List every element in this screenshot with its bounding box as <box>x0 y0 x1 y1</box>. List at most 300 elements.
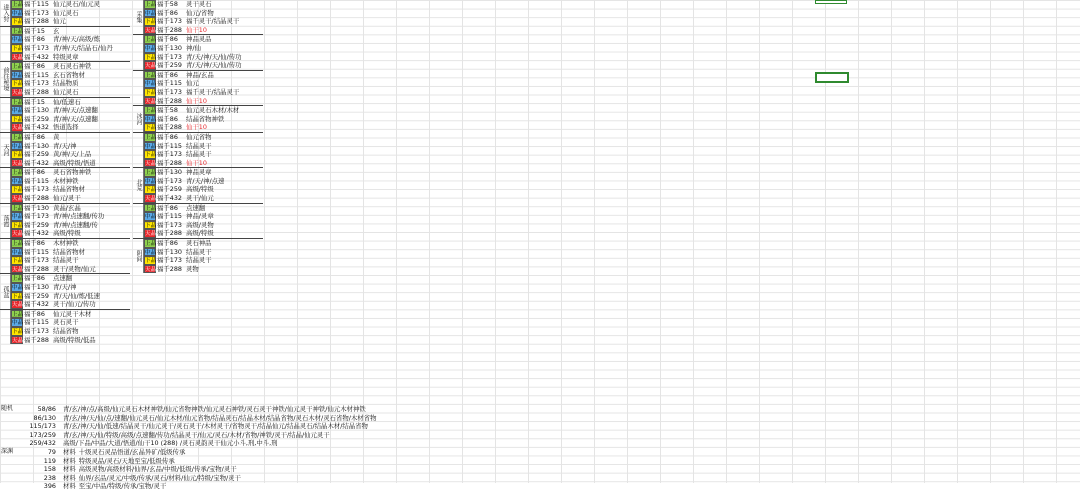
active-cell-marker[interactable] <box>815 0 847 4</box>
item-cell: 青/天/神 <box>53 283 77 291</box>
table-row <box>0 98 130 107</box>
table-row <box>0 327 130 336</box>
summary-row <box>0 457 1080 466</box>
cost-cell: 福千173 <box>24 185 49 194</box>
tier-cell: 上品 <box>12 64 24 71</box>
cost-cell: 福千173 <box>157 150 182 159</box>
summary-text: 十级灵石灵品悟道/玄晶异矿/低级传承 <box>78 447 186 456</box>
table-row <box>133 44 263 53</box>
cost-cell: 福千86 <box>24 239 45 248</box>
cost-cell: 福千115 <box>24 318 49 327</box>
cost-cell: 福千86 <box>24 309 45 318</box>
item-cell: 仙干10 <box>186 123 207 132</box>
table-row <box>0 27 130 36</box>
cost-cell: 福千288 <box>24 264 49 273</box>
cost-cell: 福千432 <box>24 52 49 61</box>
table-row <box>0 265 130 274</box>
tier-cell: 天品 <box>145 27 157 34</box>
tier-cell: 上品 <box>12 241 24 248</box>
table-row <box>0 300 130 309</box>
cost-cell: 福千86 <box>157 70 178 79</box>
location-block <box>0 61 130 96</box>
cost-cell: 福千130 <box>24 283 49 291</box>
table-row <box>133 9 263 18</box>
tier-cell: 中品 <box>12 320 24 327</box>
tier-cell: 上品 <box>145 108 157 115</box>
tier-cell: 天品 <box>12 231 24 238</box>
tier-cell: 中品 <box>145 178 157 185</box>
tier-cell: 下品 <box>145 54 157 61</box>
summary-text: 青/玄/神/天/仙/特级/高级/点速翻/传功/结晶灵干/仙元/灵石/木材/省物/神铁/灵干/结晶/仙元灵干 <box>63 430 330 439</box>
tier-cell: 天品 <box>12 54 24 61</box>
table-row <box>0 318 130 327</box>
cost-cell: 福千86 <box>157 239 178 248</box>
summary-text: 青/玄/神/点/高级/仙元灵石木材神铁/仙元省物神铁/仙元灵石神铁/灵石灵干神铁/仙元灵干神铁/仙元木材神铁 <box>63 405 366 413</box>
item-cell: 灵干灵石 <box>186 0 212 8</box>
cost-cell: 福千86 <box>24 62 45 71</box>
location-name: 落霞 <box>0 204 11 238</box>
tier-cell: 中品 <box>12 10 24 17</box>
table-row <box>0 79 130 88</box>
tier-cell: 上品 <box>145 72 157 79</box>
tier-cell: 天品 <box>12 196 24 203</box>
table-row <box>133 79 263 88</box>
table-row <box>133 88 263 97</box>
summary-cost: 119 <box>43 456 56 465</box>
item-cell: 青/神/点速翻/传功 <box>53 212 105 221</box>
table-row <box>0 133 130 142</box>
table-row <box>0 115 130 124</box>
cost-cell: 福千15 <box>24 97 45 106</box>
table-row <box>133 106 263 115</box>
item-cell: 黄/神/天/上品 <box>53 150 92 159</box>
cost-cell: 福千432 <box>24 123 49 132</box>
location-block <box>133 203 263 238</box>
cost-cell: 福千173 <box>157 176 182 185</box>
tier-cell: 天品 <box>12 266 24 273</box>
cost-cell: 福千173 <box>157 220 182 229</box>
item-cell: 结晶省物 <box>53 326 79 335</box>
item-cell: 仙元灵石 <box>53 8 79 17</box>
item-cell: 仙元 <box>186 79 199 88</box>
item-cell: 仙元/灵干 <box>53 194 81 203</box>
tier-cell: 中品 <box>12 178 24 185</box>
tier-cell: 中品 <box>12 285 24 291</box>
tier-cell: 下品 <box>12 81 24 88</box>
cost-cell: 福千288 <box>157 96 182 105</box>
summary-cost: 79 <box>47 447 56 456</box>
cost-cell: 福千259 <box>157 61 182 70</box>
summary-text: 特级灵品/灵石/天地至宝/低级传承 <box>78 456 175 465</box>
item-cell: 木材神铁 <box>53 176 79 185</box>
summary-row <box>0 482 1080 491</box>
table-row <box>133 256 263 265</box>
column-0 <box>0 0 130 344</box>
cost-cell: 福千58 <box>157 106 178 115</box>
item-cell: 玄石省物材 <box>53 70 85 79</box>
cost-cell: 福千86 <box>157 132 178 141</box>
table-row <box>0 44 130 53</box>
tier-cell: 上品 <box>12 134 24 141</box>
cost-cell: 福千432 <box>24 300 49 309</box>
summary-cost: 259/432 <box>29 439 56 448</box>
item-cell: 福千灵干/结晶灵干 <box>186 87 240 96</box>
item-cell: 仙干10 <box>186 158 207 167</box>
tier-cell: 天品 <box>145 231 157 238</box>
cost-cell: 福千173 <box>157 256 182 265</box>
tier-cell: 下品 <box>145 222 157 229</box>
table-row <box>133 26 263 35</box>
tier-cell: 中品 <box>12 214 24 221</box>
tier-cell: 上品 <box>12 99 24 106</box>
cost-cell: 福千86 <box>24 132 45 141</box>
cost-cell: 福千288 <box>24 194 49 203</box>
cost-cell: 福千86 <box>157 114 178 123</box>
cost-cell: 福千86 <box>157 203 178 212</box>
item-cell: 神品/灵章 <box>186 212 214 221</box>
table-row <box>0 9 130 18</box>
table-row <box>133 142 263 151</box>
location-name <box>133 133 144 167</box>
summary-text: 至宝/中品/特级/传承/宝物/灵干 <box>78 482 167 491</box>
table-row <box>133 265 263 274</box>
item-cell: 青/天/仙/炼/低速 <box>53 291 100 300</box>
tier-cell: 上品 <box>145 134 157 141</box>
tier-cell: 中品 <box>12 72 24 79</box>
item-cell: 灵石省物神铁 <box>53 168 92 177</box>
cost-cell: 福千288 <box>157 229 182 238</box>
random-section <box>0 405 1080 448</box>
location-block <box>0 273 130 308</box>
tier-cell: 下品 <box>12 45 24 52</box>
cost-cell: 福千115 <box>24 176 49 185</box>
table-row <box>133 35 263 44</box>
table-row <box>133 168 263 177</box>
item-cell: 仙元灵干木材 <box>53 309 92 318</box>
item-cell: 木材神铁 <box>53 239 79 248</box>
table-row <box>133 53 263 62</box>
cost-cell: 福千288 <box>24 17 49 26</box>
table-row <box>0 53 130 62</box>
location-block <box>0 97 130 132</box>
tier-cell: 天品 <box>145 160 157 167</box>
tier-cell: 中品 <box>145 214 157 221</box>
table-row <box>133 0 263 9</box>
tier-cell: 天品 <box>12 302 24 309</box>
table-row <box>0 159 130 168</box>
summary-cost: 58/86 <box>37 405 56 413</box>
cost-cell: 福千288 <box>157 123 182 132</box>
item-cell: 神品/玄品 <box>186 70 214 79</box>
location-name <box>0 168 11 202</box>
item-cell: 悟道选择 <box>53 123 79 132</box>
tier-cell: 上品 <box>145 170 157 177</box>
location-block <box>0 0 130 26</box>
cost-cell: 福千115 <box>24 70 49 79</box>
tier-cell: 天品 <box>145 196 157 203</box>
location-name: 前往秘境 <box>0 62 11 96</box>
tier-cell: 上品 <box>12 28 24 35</box>
table-row <box>0 274 130 283</box>
table-row <box>133 185 263 194</box>
table-row <box>0 310 130 319</box>
cost-cell: 福千288 <box>157 264 182 273</box>
cost-cell: 福千173 <box>157 87 182 96</box>
item-cell: 高级/特级 <box>186 185 214 194</box>
item-cell: 灵石神品 <box>186 239 212 248</box>
cost-cell: 福千173 <box>157 52 182 61</box>
summary-cost: 238 <box>43 473 56 482</box>
item-cell: 仙干10 <box>186 25 207 34</box>
tier-cell: 下品 <box>145 125 157 132</box>
table-row <box>133 177 263 186</box>
item-cell: 高级/灵物 <box>186 220 214 229</box>
table-row <box>0 177 130 186</box>
summary-row <box>0 465 1080 474</box>
summary-text: 高级/下品/中品/大道/悟道/仙干10 (288) /灵石灵韵灵干仙元小斗,刑,中斗,刑 <box>63 439 278 448</box>
table-row <box>133 212 263 221</box>
tier-cell: 上品 <box>12 170 24 177</box>
table-row <box>0 239 130 248</box>
summary-text: 材料 <box>63 456 76 465</box>
summary-text: 材料 <box>63 473 76 482</box>
location-name <box>0 310 11 344</box>
cost-cell: 福千288 <box>157 158 182 167</box>
item-cell: 神/仙 <box>186 43 201 52</box>
selected-cell[interactable] <box>815 72 849 83</box>
table-row <box>133 133 263 142</box>
item-cell: 仙元灵石木材/木材 <box>186 106 240 115</box>
item-cell: 点速翻 <box>53 274 73 283</box>
table-row <box>0 150 130 159</box>
cost-cell: 福千86 <box>24 35 45 44</box>
location-block <box>133 238 263 273</box>
item-cell: 灵石灵干 <box>53 318 79 327</box>
item-cell: 青/天/神/点速 <box>186 176 225 185</box>
summary-row <box>0 448 1080 457</box>
item-cell: 灵干/仙元 <box>186 194 214 203</box>
cost-cell: 福千173 <box>24 256 49 265</box>
cost-cell: 福千259 <box>24 150 49 159</box>
summary-row <box>0 405 1080 414</box>
location-name <box>0 27 11 61</box>
cost-cell: 福千173 <box>157 17 182 26</box>
item-cell: 结晶物质 <box>53 79 79 88</box>
cost-cell: 福千259 <box>24 220 49 229</box>
tier-cell: 天品 <box>12 125 24 132</box>
tier-cell: 中品 <box>12 108 24 115</box>
item-cell: 青/神/点速翻/传 <box>53 220 98 229</box>
item-cell: 结晶灵干 <box>53 256 79 265</box>
item-cell: 仙干10 <box>186 96 207 105</box>
location-name: 阴间 <box>133 239 144 273</box>
cost-cell: 福千115 <box>157 141 182 150</box>
location-block <box>0 309 130 344</box>
cost-cell: 福千173 <box>24 8 49 17</box>
cost-cell: 福千130 <box>24 106 49 115</box>
summary-cost: 86/130 <box>33 413 56 422</box>
item-cell: 神品灵品 <box>186 35 212 44</box>
table-row <box>133 17 263 26</box>
cost-cell: 福千259 <box>24 114 49 123</box>
item-cell: 结晶省物材 <box>53 247 85 256</box>
table-row <box>133 204 263 213</box>
summary-text: 材料 <box>63 447 76 456</box>
tier-cell: 上品 <box>12 2 24 8</box>
tier-cell: 中品 <box>145 249 157 256</box>
cost-cell: 福千130 <box>24 203 49 212</box>
table-row <box>0 336 130 345</box>
item-cell: 仙元省物 <box>186 132 212 141</box>
cost-cell: 福千432 <box>157 194 182 203</box>
item-cell: 特级灵章 <box>53 52 79 61</box>
table-row <box>0 35 130 44</box>
cost-cell: 福千86 <box>24 168 45 177</box>
section-label: 随机 <box>1 405 14 412</box>
location-name: 天河 <box>0 133 11 167</box>
summary-row <box>0 422 1080 431</box>
item-cell: 神品灵章 <box>186 168 212 177</box>
table-row <box>133 123 263 132</box>
tier-cell: 下品 <box>12 328 24 335</box>
table-row <box>0 185 130 194</box>
cost-cell: 福千259 <box>24 291 49 300</box>
item-cell: 结晶灵干 <box>186 150 212 159</box>
item-cell: 仙元灵石/仙元灵 <box>53 0 100 8</box>
table-row <box>133 159 263 168</box>
item-cell: 结晶省物材 <box>53 185 85 194</box>
item-cell: 仙元/省物 <box>186 8 214 17</box>
cost-cell: 福千115 <box>24 0 49 8</box>
cost-cell: 福千288 <box>24 87 49 96</box>
cost-cell: 福千432 <box>24 158 49 167</box>
tier-cell: 上品 <box>145 241 157 248</box>
tier-cell: 天品 <box>12 337 24 344</box>
location-block <box>0 26 130 61</box>
tier-cell: 中品 <box>145 10 157 17</box>
tier-cell: 中品 <box>12 37 24 44</box>
tier-cell: 中品 <box>145 45 157 52</box>
tier-cell: 上品 <box>12 276 24 283</box>
summary-text: 仙界/玄品/灵元/中级/传承/灵石/材料/仙元/特级/宝物/灵干 <box>78 473 241 482</box>
tier-cell: 天品 <box>145 98 157 105</box>
tier-cell: 中品 <box>12 143 24 150</box>
cost-cell: 福千173 <box>24 326 49 335</box>
tier-cell: 下品 <box>12 258 24 265</box>
table-row <box>0 17 130 26</box>
item-cell: 青/天/神 <box>53 141 77 150</box>
table-row <box>133 97 263 106</box>
tier-cell: 天品 <box>12 89 24 96</box>
tier-cell: 下品 <box>145 19 157 26</box>
summary-text: 材料 <box>63 465 76 474</box>
location-block <box>133 105 263 132</box>
tier-cell: 天品 <box>12 160 24 167</box>
item-cell: 仙元 <box>53 17 66 26</box>
tier-cell: 下品 <box>12 187 24 194</box>
tier-cell: 下品 <box>12 19 24 26</box>
table-row <box>0 292 130 301</box>
tier-cell: 天品 <box>145 63 157 70</box>
summary-cost: 115/173 <box>29 422 56 431</box>
location-block <box>0 238 130 273</box>
table-row <box>133 239 263 248</box>
summary-row <box>0 414 1080 423</box>
cost-cell: 福千86 <box>24 274 45 283</box>
table-row <box>0 0 130 9</box>
table-row <box>133 221 263 230</box>
table-row <box>133 61 263 70</box>
table-row <box>0 212 130 221</box>
item-cell: 结晶灵干 <box>186 247 212 256</box>
item-cell: 结晶灵干 <box>186 141 212 150</box>
item-cell: 高级/特级/悟道 <box>53 158 96 167</box>
table-row <box>0 221 130 230</box>
summary-row <box>0 439 1080 448</box>
tier-cell: 上品 <box>145 2 157 8</box>
summary-row <box>0 431 1080 440</box>
cost-cell: 福千115 <box>157 79 182 88</box>
location-name <box>0 239 11 273</box>
item-cell: 青/神/天/点速翻 <box>53 114 98 123</box>
table-row <box>133 229 263 238</box>
table-row <box>0 71 130 80</box>
item-cell: 青/神/天/高级/炼 <box>53 35 100 44</box>
cost-cell: 福千259 <box>157 185 182 194</box>
table-row <box>133 115 263 124</box>
location-name <box>0 98 11 132</box>
item-cell: 结晶灵干 <box>186 256 212 265</box>
location-block <box>133 132 263 167</box>
item-cell: 灵干/仙元/传功 <box>53 300 96 309</box>
item-cell: 结晶省物神铁 <box>186 114 225 123</box>
tier-cell: 中品 <box>145 116 157 123</box>
tier-cell: 下品 <box>145 187 157 194</box>
table-row <box>0 248 130 257</box>
cost-cell: 福千288 <box>24 335 49 344</box>
item-cell: 高级/特级 <box>186 229 214 238</box>
item-cell: 青/天/神/天/仙/传功 <box>186 61 242 70</box>
tier-cell: 下品 <box>12 152 24 159</box>
table-row <box>0 142 130 151</box>
table-row <box>0 88 130 97</box>
item-cell: 灵干/灵物/仙元 <box>53 264 96 273</box>
summary-cost: 396 <box>43 482 56 491</box>
location-block <box>133 34 263 69</box>
location-name: 冰河 <box>133 106 144 132</box>
table-row <box>133 71 263 80</box>
item-cell: 高级/特级 <box>53 229 81 238</box>
cost-cell: 福千58 <box>157 0 178 8</box>
table-row <box>133 194 263 203</box>
tier-cell: 上品 <box>145 37 157 44</box>
tier-cell: 下品 <box>145 258 157 265</box>
cost-cell: 福千130 <box>157 43 182 52</box>
column-1 <box>133 0 263 273</box>
cost-cell: 福千86 <box>157 35 178 44</box>
tier-cell: 下品 <box>12 293 24 300</box>
location-block <box>0 132 130 167</box>
location-block <box>133 70 263 105</box>
location-name <box>133 71 144 105</box>
location-block <box>0 167 130 202</box>
cost-cell: 福千130 <box>157 168 182 177</box>
table-row <box>0 194 130 203</box>
summary-text: 材料 <box>63 482 76 491</box>
table-row <box>0 229 130 238</box>
tier-cell: 中品 <box>145 81 157 88</box>
table-row <box>0 168 130 177</box>
